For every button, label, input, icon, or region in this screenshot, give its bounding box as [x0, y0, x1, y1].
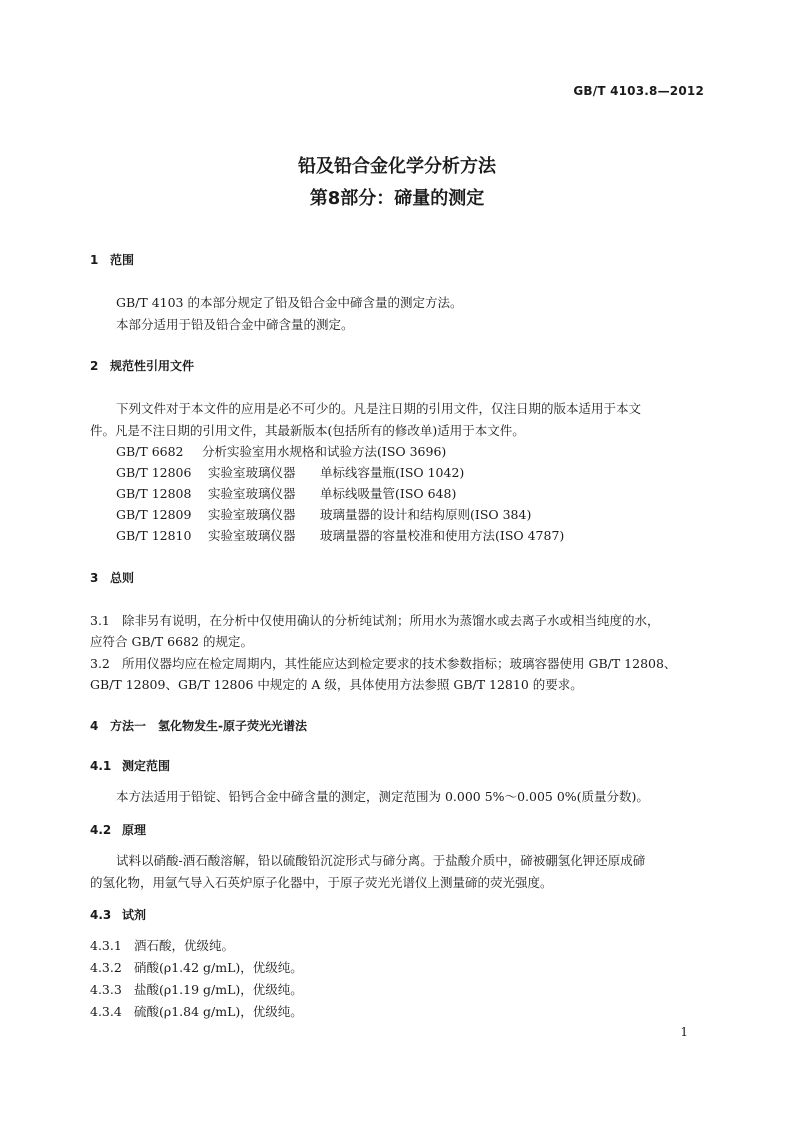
section-4-2-heading: 4.2 原理 — [90, 823, 147, 837]
section-2-heading: 2 规范性引用文件 — [90, 359, 195, 373]
section-4-heading: 4 方法一 氢化物发生-原子荧光光谱法 — [90, 719, 307, 733]
section-4-2-paragraph: 的氢化物，用氩气导入石英炉原子化器中，于原子荧光光谱仪上测量碲的荧光强度。 — [90, 875, 553, 890]
page-number: 1 — [680, 1025, 688, 1039]
section-4-2-paragraph: 试料以硝酸-酒石酸溶解，铅以硫酸铅沉淀形式与碲分离。于盐酸介质中，碲被硼氢化钾还原成碲 — [116, 853, 646, 868]
section-2-paragraph: 下列文件对于本文件的应用是必不可少的。凡是注日期的引用文件，仅注日期的版本适用于本文 — [116, 401, 642, 416]
clause-3-1-cont: 应符合 GB/T 6682 的规定。 — [90, 634, 253, 649]
standard-code: GB/T 4103.8—2012 — [573, 84, 704, 98]
section-4-1-heading: 4.1 测定范围 — [90, 759, 171, 773]
reference-item: GB/T 12809 实验室玻璃仪器 玻璃量器的设计和结构原则(ISO 384) — [116, 507, 532, 522]
section-1-paragraph: 本部分适用于铅及铅合金中碲含量的测定。 — [116, 317, 354, 332]
document-subtitle: 第8部分：碲量的测定 — [309, 188, 485, 209]
section-4-1-paragraph: 本方法适用于铅锭、铅钙合金中碲含量的测定，测定范围为 0.000 5%～0.005 0%(质量分数)。 — [116, 789, 649, 804]
section-1-paragraph: GB/T 4103 的本部分规定了铅及铅合金中碲含量的测定方法。 — [116, 295, 463, 310]
section-4-3-heading: 4.3 试剂 — [90, 908, 147, 922]
document-title: 铅及铅合金化学分析方法 — [298, 156, 496, 177]
reference-item: GB/T 12808 实验室玻璃仪器 单标线吸量管(ISO 648) — [116, 486, 457, 501]
reference-item: GB/T 12810 实验室玻璃仪器 玻璃量器的容量校准和使用方法(ISO 4787) — [116, 528, 565, 543]
clause-3-1: 3.1 除非另有说明，在分析中仅使用确认的分析纯试剂；所用水为蒸馏水或去离子水或相当纯度的水， — [90, 613, 660, 628]
clause-3-2-cont: GB/T 12809、GB/T 12806 中规定的 A 级，具体使用方法参照 GB/T 12810 的要求。 — [90, 677, 583, 692]
clause-3-2: 3.2 所用仪器均应在检定周期内，其性能应达到检定要求的技术参数指标；玻璃容器使用 GB/T 12808、 — [90, 656, 677, 671]
reagent-item: 4.3.1 酒石酸，优级纯。 — [90, 938, 235, 953]
reference-item: GB/T 6682 分析实验室用水规格和试验方法(ISO 3696) — [116, 444, 447, 459]
section-1-heading: 1 范围 — [90, 253, 135, 267]
section-3-heading: 3 总则 — [90, 571, 135, 585]
reagent-item: 4.3.2 硝酸(ρ1.42 g/mL)，优级纯。 — [90, 960, 303, 975]
reference-item: GB/T 12806 实验室玻璃仪器 单标线容量瓶(ISO 1042) — [116, 465, 465, 480]
section-2-paragraph: 件。凡是不注日期的引用文件，其最新版本(包括所有的修改单)适用于本文件。 — [90, 423, 525, 438]
reagent-item: 4.3.4 硫酸(ρ1.84 g/mL)，优级纯。 — [90, 1004, 303, 1019]
reagent-item: 4.3.3 盐酸(ρ1.19 g/mL)，优级纯。 — [90, 982, 303, 997]
